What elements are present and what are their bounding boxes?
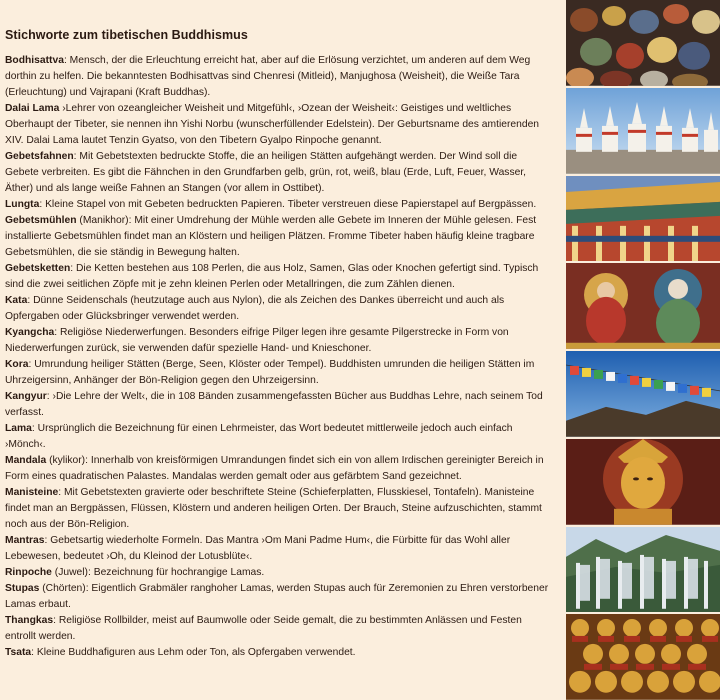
glossary-entry: Thangkas: Religiöse Rollbilder, meist auf Baumwolle oder Seide gemalt, die zu bestimmten Anlässen und Festen entrollt werden. [5, 615, 522, 642]
glossary-entry: Lama: Ursprünglich die Bezeichnung für einen Lehrmeister, das Wort bedeutet mittlerweile jedoch auch einfach ›Mönch‹. [5, 423, 513, 450]
glossary-entry: Gebetsfahnen: Mit Gebetstexten bedruckte Stoffe, die an heiligen Stätten aufgehängt werden. Der Wind soll die Gebete verbreiten. Es gibt die Fähnchen in den Grundfarben gelb, grün, rot, weiß, blau (Erde, Luft, Feuer, Wasser, Äther) und als lange weiße Fahnen an Stangen (vor allem in Osttibet). [5, 151, 527, 194]
entry-term: Kyangcha [5, 327, 55, 338]
entry-text: (Manikhor): Mit einer Umdrehung der Mühle werden alle Gebete im Inneren der Mühle gelesen. Fest installierte Gebetsmühlen findet man an Klöstern und heiligen Plätzen. Fromme Tibeter haben häufig kleine tragbare Gebetsmühlen, die sie ständig in Bewegung halten. [5, 215, 537, 258]
glossary-entry [5, 213, 553, 261]
glossary-entry: Bodhisattva: Mensch, der die Erleuchtung erreicht hat, aber auf die Erlösung verzichtet, um anderen auf dem Weg dorthin zu helfen. Die bekanntesten Bodhisattvas sind Chenresi (Mitleid), Manjughosa (Weisheit), die Weiße Tara (Erleuchtung) und Vajrapani (Kraft Buddhas). [5, 55, 531, 98]
photo-buddha-statues [566, 614, 720, 700]
entry-term: Bodhisattva [5, 55, 64, 66]
glossary-entry: Kyangcha: Religiöse Niederwerfungen. Besonders eifrige Pilger legen ihre gesamte Pilgerstrecke in Form von Niederwerfungen zurück, sie verwenden dafür spezielle Hand- und Knieschoner. [5, 327, 509, 354]
photo-white-stupas [566, 88, 720, 176]
entry-text: Gebetsartig wiederholte Formeln. Das Mantra ›Om Mani Padme Hum‹, die Fürbitte für das Wohl aller Lebewesen, bedeutet ›Oh, du Kleinod der Lotusblüte‹. [5, 535, 511, 562]
photo-deity-mural [566, 263, 720, 351]
entry-term: Kangyur [5, 391, 47, 402]
entry-text: ›Lehrer von ozeangleicher Weisheit und Mitgefühl‹, ›Ozean der Weisheit‹: Geistiges und weltliches Oberhaupt der Tibeter, sie nennen ihn Yishi Norbu (wunscherfüllender Edelstein). Der Geburtsname des amtierenden XIV. Dalai Lama lautet Tenzin Gyatso, von den Tibetern Gyalpo Rinpoche genannt. [5, 103, 540, 146]
photo-temple-eaves [566, 176, 720, 264]
entry-text: ›Die Lehre der Welt‹, die in 108 Bänden zusammengefassten Bücher aus Buddhas Lehre, nach seinem Tod verfasst. [5, 391, 543, 418]
entry-text: (kylikor): Innerhalb von kreisförmigen Umrandungen findet sich ein von allem Irdischen gereinigter Bereich in Form eines quadratischen Palastes. Mandalas werden gemalt oder aus gefärbtem Sand gezeichnet. [5, 455, 544, 482]
entry-text: Kleine Buddhafiguren aus Lehm oder Ton, als Opfergaben verwendet. [36, 647, 356, 658]
entry-term: Dalai Lama [5, 103, 60, 114]
entry-text: Mit Gebetstexten bedruckte Stoffe, die an heiligen Stätten aufgehängt werden. Der Wind soll die Gebete verbreiten. Es gibt die Fähnchen in den Grundfarben gelb, grün, rot, weiß, blau (Erde, Luft, Feuer, Wasser, Äther) und als lange weiße Fahnen an Stangen (vor allem in Osttibet). [5, 151, 527, 194]
photo-strip [566, 0, 720, 700]
glossary-entry: Manisteine: Mit Gebetstexten gravierte oder beschriftete Steine (Schieferplatten, Flusskiesel, Tontafeln). Manisteine findet man an Bergpässen, Flüssen, Klöstern und anderen heiligen Orten. Der Brauch, Steine aufzuschichten, stammt noch aus der Bön-Religion. [5, 487, 542, 530]
entry-term: Mantras [5, 535, 45, 546]
entry-term: Stupas [5, 583, 40, 594]
entry-text: (Chörten): Eigentlich Grabmäler ranghoher Lamas, werden Stupas auch für Zeremonien zu Ehren verstorbener Lamas erbaut. [5, 583, 549, 610]
entry-text: Die Ketten bestehen aus 108 Perlen, die aus Holz, Samen, Glas oder Knochen gefertigt sind. Typisch sind die zwei seitlichen Zöpfe mit je zehn kleinen Perlen oder Metallringen, die zum Zählen dienen. [5, 263, 539, 290]
entry-text: Religiöse Rollbilder, meist auf Baumwolle oder Seide gemalt, die zu bestimmten Anlässen und Festen entrollt werden. [5, 615, 522, 642]
glossary-entry [5, 101, 553, 149]
entry-term: Lama [5, 423, 32, 434]
glossary-entry: Kangyur: ›Die Lehre der Welt‹, die in 108 Bänden zusammengefassten Bücher aus Buddhas Lehre, nach seinem Tod verfasst. [5, 391, 543, 418]
text-column [5, 28, 553, 661]
photo-prayer-flags-valley [566, 527, 720, 615]
entry-text: Umrundung heiliger Stätten (Berge, Seen, Klöster oder Tempel). Buddhisten umrunden die heiligen Stätten im Uhrzeigersinn, Anhänger der Bön-Religion gegen den Uhrzeigersinn. [5, 359, 535, 386]
entry-text: Religiöse Niederwerfungen. Besonders eifrige Pilger legen ihre gesamte Pilgerstrecke in Form von Niederwerfungen zurück, sie verwenden dafür spezielle Hand- und Knieschoner. [5, 327, 509, 354]
entry-term: Mandala [5, 455, 47, 466]
entry-text: (Juwel): Bezeichnung für hochrangige Lamas. [54, 567, 265, 578]
entry-term: Manisteine [5, 487, 59, 498]
glossary-entry: Mantras: Gebetsartig wiederholte Formeln. Das Mantra ›Om Mani Padme Hum‹, die Fürbitte für das Wohl aller Lebewesen, bedeutet ›Oh, du Kleinod der Lotusblüte‹. [5, 535, 511, 562]
glossary-entry [5, 581, 553, 613]
entry-term: Gebetsfahnen [5, 151, 74, 162]
entry-term: Kata [5, 295, 28, 306]
entry-text: Mit Gebetstexten gravierte oder beschriftete Steine (Schieferplatten, Flusskiesel, Tontafeln). Manisteine findet man an Bergpässen, Flüssen, Klöstern und anderen heiligen Orten. Der Brauch, Steine aufzuschichten, stammt noch aus der Bön-Religion. [5, 487, 542, 530]
entry-term: Kora [5, 359, 29, 370]
glossary-list [5, 53, 553, 661]
glossary-entry: Lungta: Kleine Stapel von mit Gebeten bedruckten Papieren. Tibeter verstreuen diese Papierstapel auf Bergpässen. [5, 199, 537, 210]
glossary-entry [5, 453, 553, 485]
photo-prayer-flags-sky [566, 351, 720, 439]
entry-text: Ursprünglich die Bezeichnung für einen Lehrmeister, das Wort bedeutet mittlerweile jedoch auch einfach ›Mönch‹. [5, 423, 513, 450]
glossary-entry: Gebetsketten: Die Ketten bestehen aus 108 Perlen, die aus Holz, Samen, Glas oder Knochen gefertigt sind. Typisch sind die zwei seitlichen Zöpfe mit je zehn kleinen Perlen oder Metallringen, die zum Zählen dienen. [5, 263, 539, 290]
glossary-entry: Kata: Dünne Seidenschals (heutzutage auch aus Nylon), die als Zeichen des Dankes überreicht und auch als Opfergaben oder Glücksbringer verwendet werden. [5, 295, 505, 322]
entry-term: Thangkas [5, 615, 54, 626]
entry-text: Dünne Seidenschals (heutzutage auch aus Nylon), die als Zeichen des Dankes überreicht und auch als Opfergaben oder Glücksbringer verwendet werden. [5, 295, 505, 322]
glossary-entry: Kora: Umrundung heiliger Stätten (Berge, Seen, Klöster oder Tempel). Buddhisten umrunden die heiligen Stätten im Uhrzeigersinn, Anhänger der Bön-Religion gegen den Uhrzeigersinn. [5, 359, 535, 386]
photo-pottery-market [566, 0, 720, 88]
glossary-entry [5, 565, 553, 581]
entry-term: Gebetsketten [5, 263, 71, 274]
entry-term: Rinpoche [5, 567, 52, 578]
photo-golden-buddha [566, 439, 720, 527]
entry-term: Tsata [5, 647, 32, 658]
glossary-entry: Tsata: Kleine Buddhafiguren aus Lehm oder Ton, als Opfergaben verwendet. [5, 647, 356, 658]
entry-term: Lungta [5, 199, 40, 210]
entry-text: Mensch, der die Erleuchtung erreicht hat, aber auf die Erlösung verzichtet, um anderen auf dem Weg dorthin zu helfen. Die bekanntesten Bodhisattvas sind Chenresi (Mitleid), Manjughosa (Weisheit), die Weiße Tara (Erleuchtung) und Vajrapani (Kraft Buddhas). [5, 55, 531, 98]
page-title: Stichworte zum tibetischen Buddhismus [5, 28, 248, 42]
entry-term: Gebetsmühlen [5, 215, 77, 226]
entry-text: Kleine Stapel von mit Gebeten bedruckten Papieren. Tibeter verstreuen diese Papierstapel auf Bergpässen. [45, 199, 537, 210]
